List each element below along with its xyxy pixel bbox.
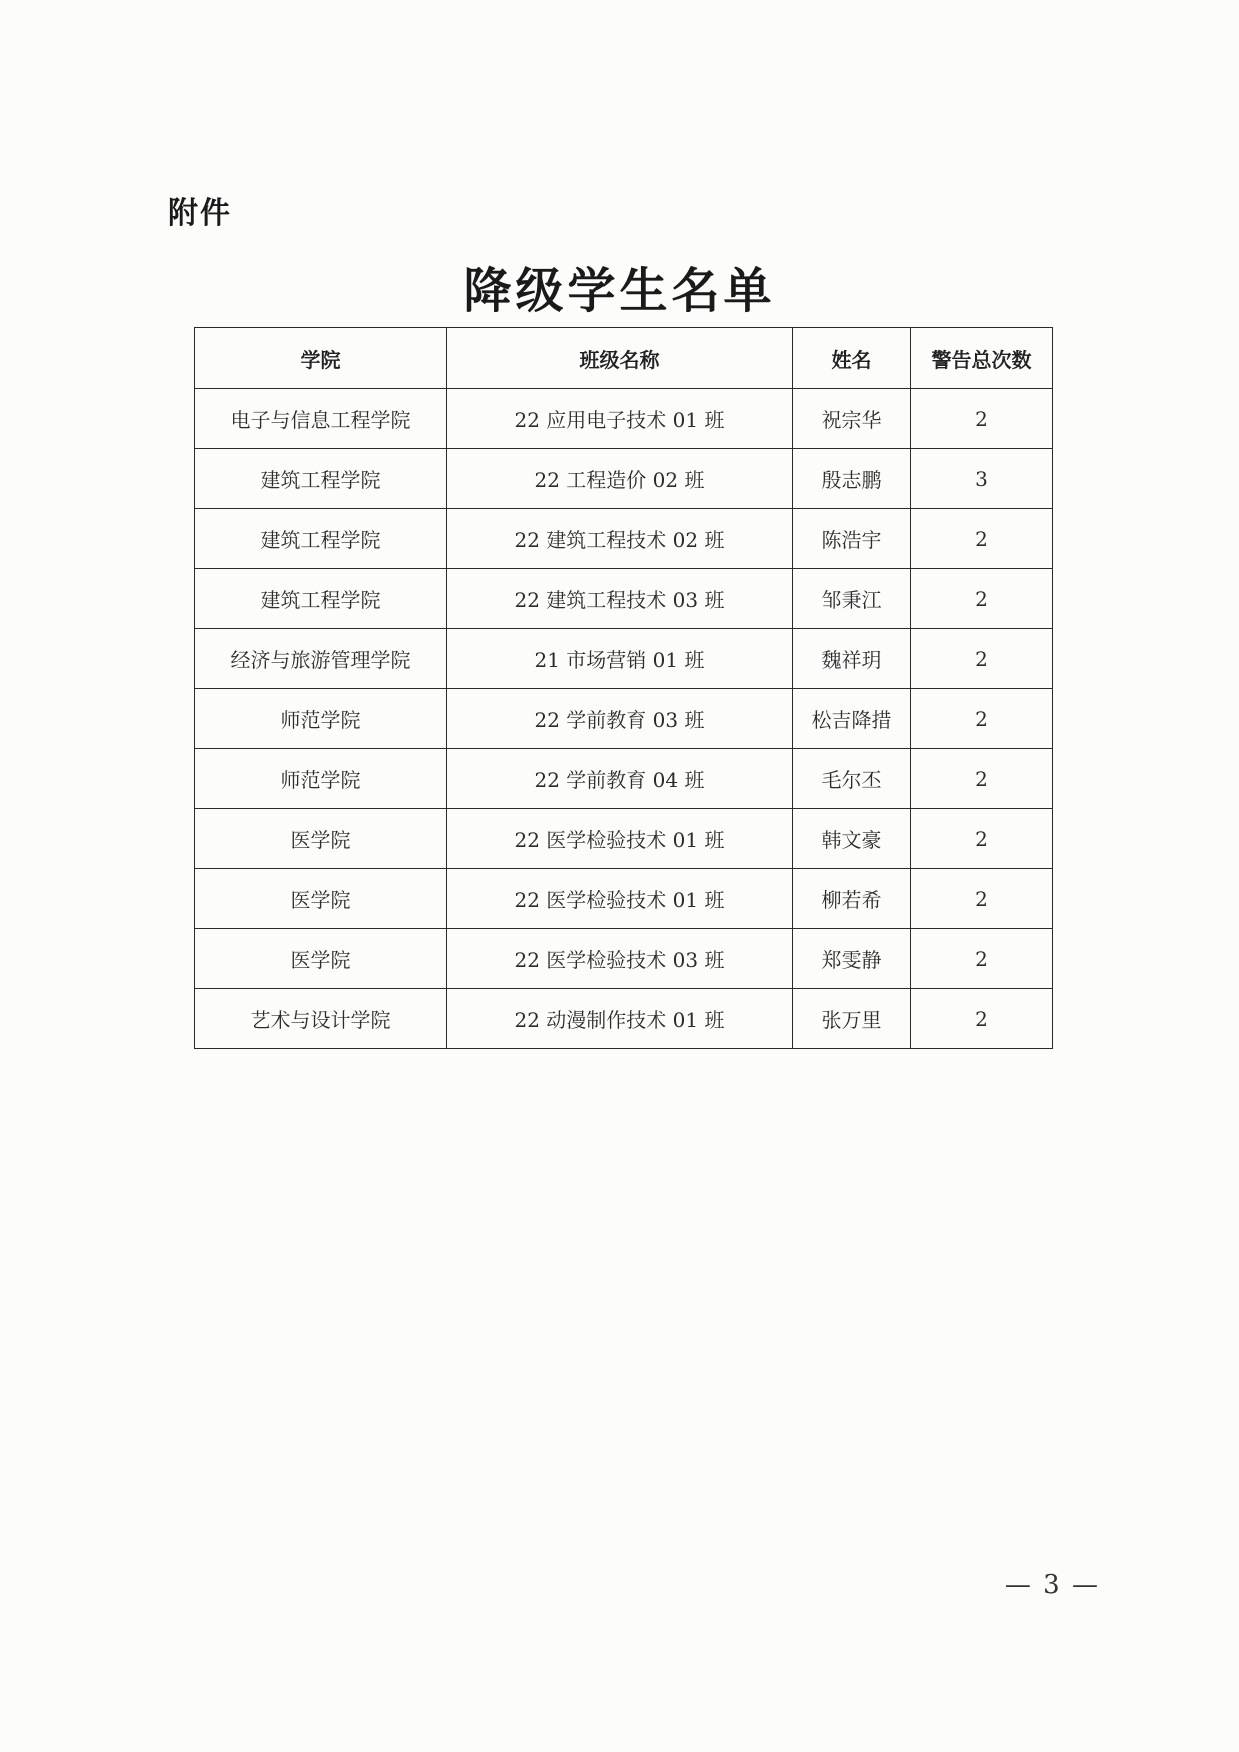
cell-name: 邹秉江 bbox=[793, 569, 911, 629]
cell-warning-count: 2 bbox=[911, 629, 1053, 689]
cell-warning-count: 2 bbox=[911, 809, 1053, 869]
cell-class-name: 22 应用电子技术 01 班 bbox=[447, 389, 793, 449]
cell-class-name: 22 医学检验技术 03 班 bbox=[447, 929, 793, 989]
cell-warning-count: 2 bbox=[911, 389, 1053, 449]
cell-name: 张万里 bbox=[793, 989, 911, 1049]
cell-name: 毛尔丕 bbox=[793, 749, 911, 809]
cell-college: 师范学院 bbox=[195, 689, 447, 749]
cell-name: 祝宗华 bbox=[793, 389, 911, 449]
cell-class-name: 22 建筑工程技术 03 班 bbox=[447, 569, 793, 629]
cell-college: 医学院 bbox=[195, 929, 447, 989]
cell-college: 建筑工程学院 bbox=[195, 569, 447, 629]
header-warning-count: 警告总次数 bbox=[911, 328, 1053, 389]
cell-class-name: 22 学前教育 04 班 bbox=[447, 749, 793, 809]
page-number: — 3 — bbox=[1004, 1570, 1100, 1600]
cell-warning-count: 2 bbox=[911, 929, 1053, 989]
table-header-row bbox=[195, 328, 1053, 389]
table-row bbox=[195, 989, 1053, 1049]
cell-warning-count: 2 bbox=[911, 509, 1053, 569]
cell-college: 医学院 bbox=[195, 809, 447, 869]
cell-warning-count: 2 bbox=[911, 869, 1053, 929]
cell-name: 陈浩宇 bbox=[793, 509, 911, 569]
cell-class-name: 22 学前教育 03 班 bbox=[447, 689, 793, 749]
document-title: 降级学生名单 bbox=[463, 263, 776, 319]
cell-name: 魏祥玥 bbox=[793, 629, 911, 689]
cell-class-name: 22 工程造价 02 班 bbox=[447, 449, 793, 509]
demoted-students-table bbox=[194, 327, 1053, 1049]
attachment-label: 附件 bbox=[168, 196, 232, 231]
cell-college: 经济与旅游管理学院 bbox=[195, 629, 447, 689]
table-row bbox=[195, 389, 1053, 449]
header-college: 学院 bbox=[195, 328, 447, 389]
cell-college: 艺术与设计学院 bbox=[195, 989, 447, 1049]
table-row bbox=[195, 509, 1053, 569]
header-name: 姓名 bbox=[793, 328, 911, 389]
cell-name: 韩文豪 bbox=[793, 809, 911, 869]
table-row bbox=[195, 449, 1053, 509]
cell-warning-count: 2 bbox=[911, 749, 1053, 809]
cell-warning-count: 2 bbox=[911, 689, 1053, 749]
cell-class-name: 22 医学检验技术 01 班 bbox=[447, 809, 793, 869]
header-class-name: 班级名称 bbox=[447, 328, 793, 389]
table-row bbox=[195, 749, 1053, 809]
table-row bbox=[195, 929, 1053, 989]
cell-college: 电子与信息工程学院 bbox=[195, 389, 447, 449]
table-row bbox=[195, 629, 1053, 689]
cell-name: 郑雯静 bbox=[793, 929, 911, 989]
cell-name: 殷志鹏 bbox=[793, 449, 911, 509]
cell-name: 柳若希 bbox=[793, 869, 911, 929]
table-row bbox=[195, 809, 1053, 869]
cell-class-name: 22 建筑工程技术 02 班 bbox=[447, 509, 793, 569]
cell-class-name: 22 医学检验技术 01 班 bbox=[447, 869, 793, 929]
cell-warning-count: 2 bbox=[911, 569, 1053, 629]
cell-college: 医学院 bbox=[195, 869, 447, 929]
cell-college: 建筑工程学院 bbox=[195, 449, 447, 509]
cell-class-name: 21 市场营销 01 班 bbox=[447, 629, 793, 689]
cell-warning-count: 3 bbox=[911, 449, 1053, 509]
cell-warning-count: 2 bbox=[911, 989, 1053, 1049]
cell-class-name: 22 动漫制作技术 01 班 bbox=[447, 989, 793, 1049]
cell-college: 建筑工程学院 bbox=[195, 509, 447, 569]
table-row bbox=[195, 689, 1053, 749]
table-row bbox=[195, 569, 1053, 629]
cell-college: 师范学院 bbox=[195, 749, 447, 809]
cell-name: 松吉降措 bbox=[793, 689, 911, 749]
table-row bbox=[195, 869, 1053, 929]
